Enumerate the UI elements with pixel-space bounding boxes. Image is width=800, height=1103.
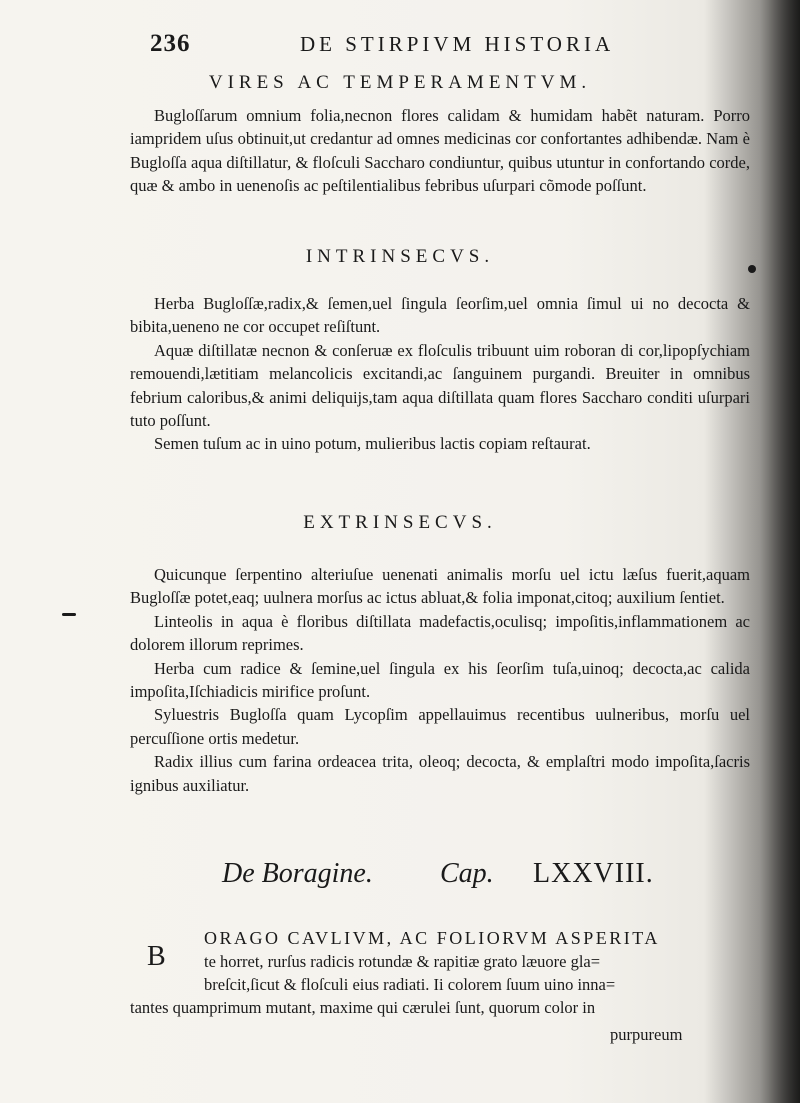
text-line: te horret, rurſus radicis rotundæ & rapitiæ grato læuore gla= [204,952,601,971]
section-extrinsecus-body [130,563,750,797]
chapter-number: LXXVIII. [533,858,654,889]
text-line: tantes quamprimum mutant, maxime qui cærulei ſunt, quorum color in [130,998,596,1017]
paragraph: Quicunque ſerpentino alteriuſue uenenati animalis morſu uel ictu læſus fuerit,aquam Bugloſſæ potet,eaq; uulnera morſus ac ictus abluat,& folia imponat,citoq; auxilium ſentiet. [130,565,750,608]
chapter-first-line: ORAGO CAVLIVM, AC FOLIORVM ASPERITA [204,928,660,948]
ink-spot [748,265,756,273]
running-title: DE STIRPIVM HISTORIA [300,32,615,56]
paragraph: Linteolis in aqua è floribus diſtillata madefactis,oculisq; impoſitis,inflammationem ac dolorem illorum reprimes. [130,611,750,655]
paragraph: Bugloſſarum omnium folia,necnon flores calidam & humidam habẽt naturam. Porro iampridem uſus obtinuit,ut credantur ad omnes medicinas cor confortantes adhibendæ. Nam è Bugloſſa aqua diſtillatur, & floſculi Saccharo condiuntur, quibus utuntur in confortando corde, quæ & ambo in uenenoſis ac peſtilentialibus febribus uſurpari cõmode poſſunt. [130,106,750,196]
paragraph: Herba cum radice & ſemine,uel ſingula ex his ſeorſim tuſa,uinoq; decocta,ac calida impoſita,Iſchiadicis mirifice proſunt. [130,658,750,702]
paragraph: Syluestris Bugloſſa quam Lycopſim appellauimus recentibus uulneribus, morſu uel percuſſione ortis medetur. [130,705,750,748]
page-number: 236 [150,30,191,57]
drop-cap: B [147,941,166,972]
paragraph: Semen tuſum ac in uino potum, mulieribus lactis copiam reſtaurat. [154,434,591,454]
text-line: breſcit,ſicut & floſculi eius radiati. Ii colorem ſuum uino inna= [204,975,616,995]
ink-mark [62,613,76,616]
heading-vires: VIRES AC TEMPERAMENTVM. [208,72,592,93]
running-head [150,30,750,64]
section-vires-body [130,104,750,198]
chapter-title: De Boragine. [222,858,373,889]
paragraph: Radix illius cum farina ordeacea trita, oleoq; decocta, & emplaſtri modo impoſita,ſacris ignibus auxiliatur. [130,752,750,795]
paragraph: Herba Bugloſſæ,radix,& ſemen,uel ſingula ſeorſim,uel omnia ſimul ui no decocta & bibita,ueneno ne cor occupet reſiſtunt. [130,294,750,337]
paragraph: Aquæ diſtillatæ necnon & conſeruæ ex floſculis tribuunt uim roboran di cor,lipopſychiam remouendi,lætitiam melancolicis excitandi,ac ſanguinem purgandi. Breuiter in omnibus febrium caloribus,& animi deliquijs,tam aqua diſtillata quam flores Saccharo conditi uſurpari tuto poſſunt. [130,340,750,431]
chapter-tail [130,996,750,1019]
chapter-body [204,950,744,997]
chapter-label: Cap. [440,858,494,889]
catchword: purpureum [610,1025,683,1044]
section-intrinsecus-body [130,292,750,456]
chapter-heading [0,858,800,898]
heading-intrinsecus: INTRINSECVS. [305,246,495,267]
heading-extrinsecus: EXTRINSECVS. [303,512,497,533]
gutter-shadow [760,0,800,1103]
